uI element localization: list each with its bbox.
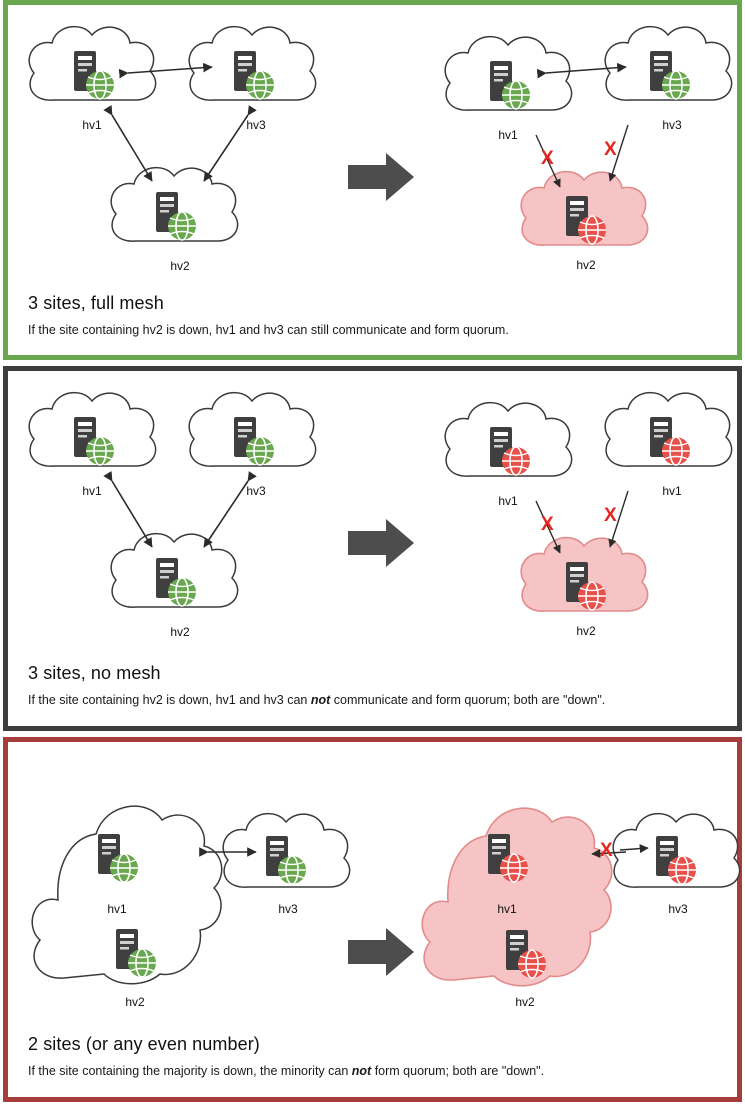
- node-label-hv3-left: hv3: [246, 118, 266, 132]
- node-label-hv1-right: hv1: [498, 128, 518, 142]
- node-icon-hv1-left: [66, 49, 122, 112]
- full-mesh-svg: [8, 5, 743, 290]
- transition-arrow-3: [348, 928, 414, 976]
- panel-description-two-sites: [28, 1063, 725, 1080]
- node-icon-hv3-left-3: [258, 834, 314, 897]
- node-label-hv1-right-3: hv1: [497, 902, 517, 916]
- node-label-hv2-right: hv2: [576, 258, 596, 272]
- node-icon-hv1-left-2: [66, 415, 122, 478]
- panel-title-two-sites: 2 sites (or any even number): [28, 1034, 260, 1054]
- panel-title-no-mesh: 3 sites, no mesh: [28, 663, 161, 683]
- node-icon-hv3-right: [642, 49, 698, 112]
- node-icon-hv1-right-2: [482, 425, 538, 488]
- node-icon-hv2-right-3: [498, 928, 554, 991]
- x-mark-icon-3a: X: [600, 840, 613, 861]
- node-label-hv1-right-2: hv1: [498, 494, 518, 508]
- node-icon-hv3-left: [226, 49, 282, 112]
- node-icon-hv1-right: [482, 59, 538, 122]
- node-icon-hv3-right-3: [648, 834, 704, 897]
- desc-text-b: communicate and form quorum; both are "down".: [330, 693, 606, 707]
- node-label-hv2-right-2: hv2: [576, 624, 596, 638]
- node-icon-hv2-left-3: [108, 927, 164, 990]
- panel-description-no-mesh: [28, 692, 725, 709]
- diagram-full-mesh: [8, 5, 737, 290]
- node-icon-hv2-right-down: [558, 194, 614, 257]
- node-label-hv3-right-3: hv3: [668, 902, 688, 916]
- node-icon-hv1-left-3: [90, 832, 146, 895]
- caption-no-mesh: [28, 663, 725, 709]
- transition-arrow-1: [348, 153, 414, 201]
- caption-two-sites: [28, 1034, 725, 1080]
- node-icon-hv3-right-2: [642, 415, 698, 478]
- node-icon-hv2-left-2: [148, 556, 204, 619]
- x-mark-icon-2b: X: [604, 505, 617, 526]
- node-icon-hv1-right-3: [480, 832, 536, 895]
- node-label-hv1-left-3: hv1: [107, 902, 127, 916]
- node-label-hv1-left: hv1: [82, 118, 102, 132]
- node-label-hv3-right-2: hv1: [662, 484, 682, 498]
- node-icon-hv2-right-down-2: [558, 560, 614, 623]
- panel-description-full-mesh: [28, 322, 725, 339]
- desc-text: If the site containing hv2 is down, hv1 and hv3 can still communicate and form quorum.: [28, 323, 509, 337]
- node-label-hv1-left-2: hv1: [82, 484, 102, 498]
- transition-arrow-2: [348, 519, 414, 567]
- node-label-hv2-right-3: hv2: [515, 995, 535, 1009]
- node-icon-hv2-left: [148, 190, 204, 253]
- panel-three-sites-no-mesh: [3, 366, 742, 731]
- desc-text-a: If the site containing hv2 is down, hv1 and hv3 can: [28, 693, 311, 707]
- diagram-two-sites: [8, 742, 737, 1032]
- panel-title-full-mesh: 3 sites, full mesh: [28, 293, 164, 313]
- desc-text-b: form quorum; both are "down".: [371, 1064, 545, 1078]
- node-label-hv2-left-3: hv2: [125, 995, 145, 1009]
- node-label-hv2-left: hv2: [170, 259, 190, 273]
- node-label-hv3-left-2: hv3: [246, 484, 266, 498]
- node-label-hv3-left-3: hv3: [278, 902, 298, 916]
- node-icon-hv3-left-2: [226, 415, 282, 478]
- x-mark-icon-1a: X: [541, 148, 554, 169]
- node-label-hv3-right: hv3: [662, 118, 682, 132]
- x-mark-icon-1b: X: [604, 139, 617, 160]
- x-mark-icon-2a: X: [541, 514, 554, 535]
- node-label-hv2-left-2: hv2: [170, 625, 190, 639]
- caption-full-mesh: [28, 293, 725, 339]
- desc-emphasis: not: [351, 1064, 372, 1078]
- panel-two-sites: [3, 737, 742, 1102]
- diagram-no-mesh: [8, 371, 737, 661]
- panel-three-sites-full-mesh: [3, 0, 742, 360]
- desc-text-a: If the site containing the majority is down, the minority can: [28, 1064, 352, 1078]
- desc-emphasis: not: [310, 693, 331, 707]
